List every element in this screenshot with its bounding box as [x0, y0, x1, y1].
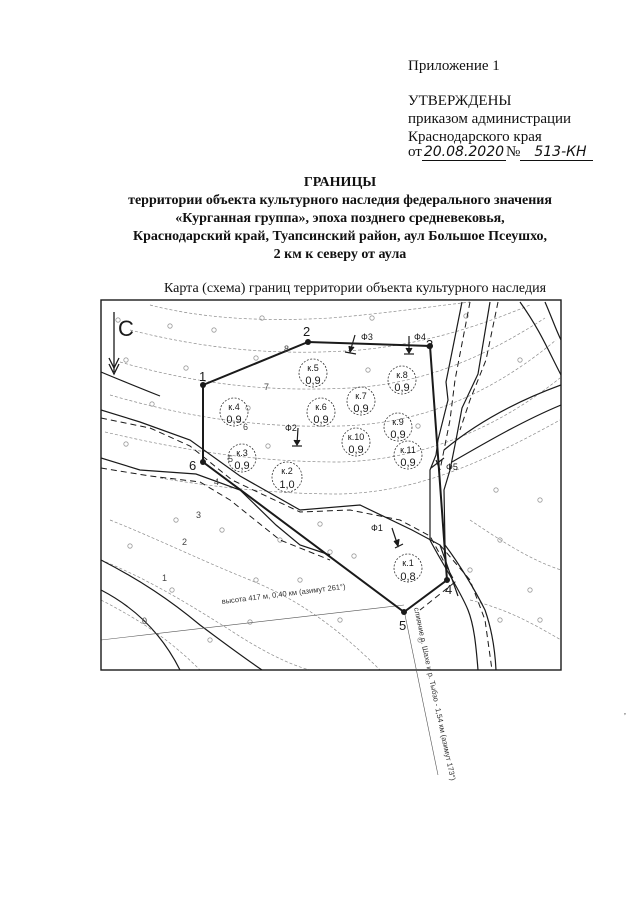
terrain-dot	[366, 368, 370, 372]
terrain-dot	[538, 498, 542, 502]
contour-line	[101, 600, 200, 670]
margin-mark: ,	[624, 707, 626, 716]
map-frame	[101, 300, 561, 670]
contour-label-4: 4	[214, 477, 220, 487]
point-6-label: 6	[189, 458, 197, 473]
terrain-dot	[254, 356, 258, 360]
road-edge	[430, 540, 478, 670]
road-edge	[101, 590, 180, 670]
contour-label-6: 6	[243, 422, 249, 432]
contour-line	[110, 340, 556, 426]
title-line-5: 2 км к северу от аула	[273, 247, 407, 262]
contour-line	[150, 302, 470, 319]
terrain-dot	[124, 442, 128, 446]
mound-7-height: 0,9	[353, 403, 369, 415]
terrain-dot	[298, 578, 302, 582]
contour-line	[101, 560, 310, 670]
point-5-label: 5	[399, 618, 407, 633]
photo-point-1-marker	[392, 528, 403, 548]
terrain-dot	[318, 522, 322, 526]
point-2-label: 2	[303, 324, 311, 339]
road-edge	[452, 405, 561, 462]
road-edge	[520, 302, 561, 375]
photo-point-4-label: Ф4	[414, 332, 426, 342]
contour-line	[130, 305, 530, 352]
confluence-annotation: слияние р. Шахе и р. Тыбзо - 1,54 км (азимут 173°)	[412, 606, 458, 782]
handwritten-date: 20.08.2020	[423, 144, 505, 160]
terrain-dot	[266, 444, 270, 448]
parcel-boundaries	[101, 302, 498, 670]
point-1-label: 1	[199, 369, 207, 384]
height-annotation: высота 417 м, 0,40 км (азимут 261°)	[221, 581, 347, 606]
contour-line	[470, 520, 561, 570]
terrain-dot	[220, 528, 224, 532]
vertex-2-marker	[305, 339, 311, 345]
title-line-1: ГРАНИЦЫ	[303, 175, 377, 190]
title-line-3: «Курганная группа», эпоха позднего средневековья,	[175, 211, 505, 226]
mound-7-id: к.7	[355, 391, 367, 401]
vertex-5-marker	[401, 609, 407, 615]
terrain-dot	[338, 618, 342, 622]
mound-6-height: 0,9	[313, 414, 329, 426]
road-edge	[444, 302, 490, 545]
title-line-2: территории объекта культурного наследия федерального значения	[128, 193, 552, 208]
terrain-dot	[150, 402, 154, 406]
mound-5-id: к.5	[307, 363, 319, 373]
mound-4-id: к.4	[228, 402, 240, 412]
north-label: С	[118, 316, 134, 341]
terrain-dot	[170, 588, 174, 592]
terrain-dot	[184, 366, 188, 370]
title-line-4: Краснодарский край, Туапсинский район, аул Большое Псеушхо,	[132, 229, 548, 244]
date-prefix: от	[408, 144, 422, 160]
photo-point-5-label: Ф5	[446, 462, 458, 472]
vertex-6-marker	[200, 459, 206, 465]
terrain-dot	[528, 588, 532, 592]
terrain-dot	[352, 554, 356, 558]
point-3-label: 3	[426, 337, 434, 352]
contour-label-8: 8	[284, 344, 290, 354]
mound-4-height: 0,9	[226, 414, 242, 426]
mound-circles	[220, 359, 422, 582]
road-edge	[445, 545, 496, 670]
mound-9-height: 0,9	[390, 429, 406, 441]
photo-point-2-label: Ф2	[285, 423, 297, 433]
terrain-dot	[128, 544, 132, 548]
terrain-dot	[278, 538, 282, 542]
road-edge	[444, 385, 561, 450]
terrain-dot	[260, 316, 264, 320]
roads	[101, 302, 561, 670]
terrain-dot	[416, 424, 420, 428]
terrain-dot	[328, 550, 332, 554]
contour-label-0: 0	[142, 616, 148, 626]
mound-2-id: к.2	[281, 466, 293, 476]
order-line: приказом администрации	[408, 111, 572, 127]
mound-10-id: к.10	[347, 432, 365, 442]
map-caption: Карта (схема) границ территории объекта культурного наследия	[163, 281, 547, 296]
contour-label-5: 5	[228, 454, 234, 464]
terrain-dot	[248, 620, 252, 624]
mound-8-height: 0,9	[394, 382, 410, 394]
handwritten-number: 513-КН	[520, 144, 592, 161]
mound-3-height: 0,9	[234, 460, 250, 472]
terrain-dot	[498, 618, 502, 622]
terrain-dot	[370, 316, 374, 320]
mound-9-id: к.9	[392, 417, 404, 427]
mound-8-id: к.8	[396, 370, 408, 380]
mound-2-height: 1,0	[279, 479, 295, 491]
contour-lines	[101, 302, 561, 670]
mound-11-id: к.11	[400, 445, 416, 455]
contour-label-1: 1	[162, 573, 168, 583]
mound-5-height: 0,9	[305, 375, 321, 387]
region-line: Краснодарского края	[408, 129, 542, 145]
terrain-dot	[124, 358, 128, 362]
road-edge	[545, 302, 561, 340]
terrain-dot	[208, 638, 212, 642]
mound-11-height: 0,9	[400, 457, 416, 469]
terrain-dot	[174, 518, 178, 522]
terrain-dot	[468, 568, 472, 572]
terrain-dot	[538, 618, 542, 622]
terrain-dot	[212, 328, 216, 332]
approved-label: УТВЕРЖДЕНЫ	[408, 93, 512, 109]
terrain-dot	[168, 324, 172, 328]
road-edge	[101, 560, 262, 670]
mound-3-id: к.3	[236, 448, 248, 458]
road-edge	[101, 372, 160, 396]
contour-label-2: 2	[182, 537, 188, 547]
mound-1-id: к.1	[402, 558, 414, 568]
number-sign: №	[506, 144, 521, 160]
appendix-label: Приложение 1	[408, 58, 500, 74]
terrain-dot	[518, 358, 522, 362]
contour-label-7: 7	[264, 382, 270, 392]
photo-point-1-label: Ф1	[371, 523, 383, 533]
mound-6-id: к.6	[315, 402, 327, 412]
point-4-label: 4	[445, 582, 453, 597]
contour-label-3: 3	[196, 510, 202, 520]
terrain-dot	[494, 488, 498, 492]
contour-line	[470, 600, 561, 640]
photo-point-3-label: Ф3	[361, 332, 373, 342]
contour-labels	[142, 344, 289, 626]
terrain-dot	[254, 578, 258, 582]
terrain-dots	[116, 314, 542, 642]
mound-10-height: 0,9	[348, 444, 364, 456]
mound-1-height: 0,8	[400, 571, 416, 583]
